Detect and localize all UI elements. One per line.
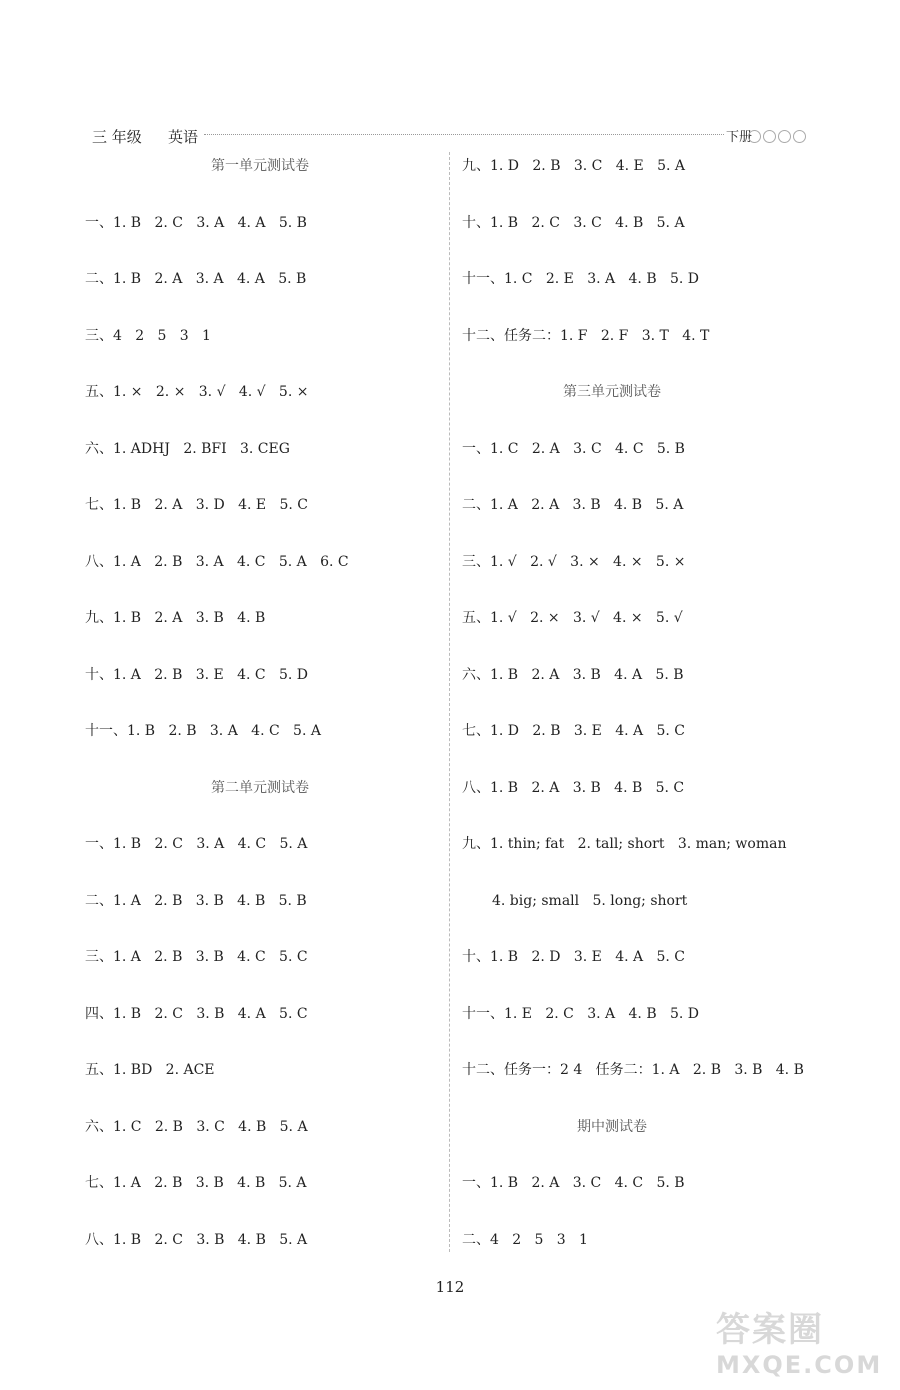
answer-line: 4. big; small 5. long; short <box>492 892 688 909</box>
grade-label: 三 年级 <box>92 128 142 146</box>
answer-line: 五、1. × 2. × 3. √ 4. √ 5. × <box>85 384 309 400</box>
watermark-bottom: MXQE.COM <box>716 1351 883 1379</box>
answer-line: 三、4 2 5 3 1 <box>85 327 211 344</box>
answer-line: 一、1. B 2. C 3. A 4. C 5. A <box>85 836 308 852</box>
answer-line: 七、1. D 2. B 3. E 4. A 5. C <box>462 723 685 739</box>
answer-line: 九、1. D 2. B 3. C 4. E 5. A <box>462 158 685 174</box>
section-title: 期中测试卷 <box>577 1118 647 1135</box>
answer-line: 六、1. C 2. B 3. C 4. B 5. A <box>85 1118 308 1135</box>
answer-line: 二、1. A 2. A 3. B 4. B 5. A <box>462 497 684 513</box>
watermark-top: 答案圈 <box>716 1310 824 1350</box>
answer-line: 十、1. A 2. B 3. E 4. C 5. D <box>85 666 308 683</box>
answer-line: 十一、1. E 2. C 3. A 4. B 5. D <box>462 1005 699 1022</box>
answer-line: 一、1. B 2. A 3. C 4. C 5. B <box>462 1175 685 1191</box>
answer-line: 八、1. B 2. C 3. B 4. B 5. A <box>85 1231 308 1248</box>
answer-line: 一、1. B 2. C 3. A 4. A 5. B <box>85 214 307 231</box>
answer-line: 六、1. ADHJ 2. BFI 3. CEG <box>85 440 290 457</box>
answer-line: 十一、1. B 2. B 3. A 4. C 5. A <box>85 723 321 739</box>
right-answer-column <box>462 152 812 1282</box>
answer-line: 三、1. √ 2. √ 3. × 4. × 5. × <box>462 553 686 570</box>
section-title: 第三单元测试卷 <box>563 384 661 400</box>
answer-line: 七、1. A 2. B 3. B 4. B 5. A <box>85 1175 307 1191</box>
answer-line: 二、1. A 2. B 3. B 4. B 5. B <box>85 892 307 909</box>
watermark-logo <box>716 1302 886 1382</box>
answer-line: 九、1. thin; fat 2. tall; short 3. man; woman <box>462 836 787 852</box>
volume-label: 下册 <box>725 130 752 145</box>
answer-line: 四、1. B 2. C 3. B 4. A 5. C <box>85 1005 308 1022</box>
answer-line: 八、1. A 2. B 3. A 4. C 5. A 6. C <box>85 553 349 570</box>
page-header <box>92 126 812 148</box>
decorative-dots <box>748 130 806 143</box>
answer-line: 十二、任务二：1. F 2. F 3. T 4. T <box>462 327 710 344</box>
answer-line: 十一、1. C 2. E 3. A 4. B 5. D <box>462 271 699 287</box>
answer-line: 九、1. B 2. A 3. B 4. B <box>85 610 266 626</box>
answer-line: 七、1. B 2. A 3. D 4. E 5. C <box>85 497 308 513</box>
answer-line: 十、1. B 2. C 3. C 4. B 5. A <box>462 214 685 231</box>
header-rule <box>204 134 724 135</box>
answer-line: 五、1. BD 2. ACE <box>85 1062 215 1078</box>
answer-line: 十二、任务一：2 4 任务二：1. A 2. B 3. B 4. B <box>462 1062 804 1078</box>
section-title: 第一单元测试卷 <box>211 158 309 174</box>
answer-line: 八、1. B 2. A 3. B 4. B 5. C <box>462 779 685 796</box>
answer-line: 十、1. B 2. D 3. E 4. A 5. C <box>462 949 685 965</box>
answer-line: 五、1. √ 2. × 3. √ 4. × 5. √ <box>462 610 683 626</box>
answer-line: 三、1. A 2. B 3. B 4. C 5. C <box>85 949 308 965</box>
answer-line: 二、4 2 5 3 1 <box>462 1231 588 1248</box>
answer-line: 一、1. C 2. A 3. C 4. C 5. B <box>462 440 685 457</box>
column-divider <box>449 152 450 1252</box>
section-title: 第二单元测试卷 <box>211 779 309 796</box>
page-number: 112 <box>435 1278 465 1296</box>
subject-label: 英语 <box>168 128 199 146</box>
left-answer-column <box>85 152 435 1282</box>
answer-line: 六、1. B 2. A 3. B 4. A 5. B <box>462 666 684 683</box>
answer-line: 二、1. B 2. A 3. A 4. A 5. B <box>85 271 307 287</box>
